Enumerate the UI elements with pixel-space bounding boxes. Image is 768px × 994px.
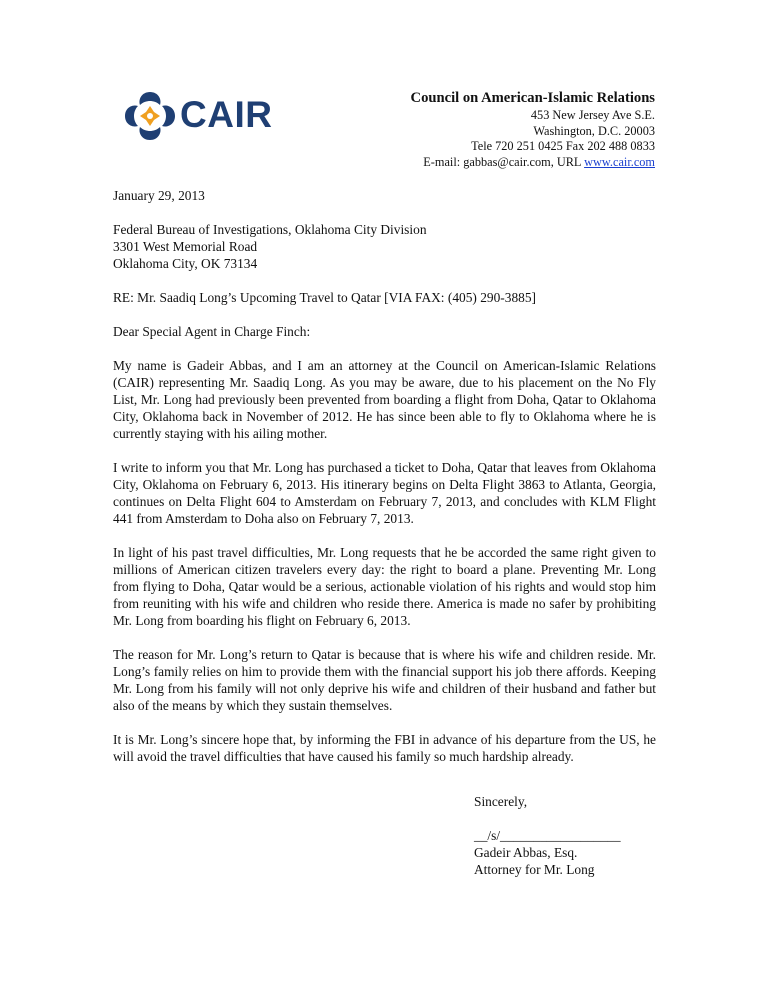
paragraph-1: My name is Gadeir Abbas, and I am an attorney at the Council on American-Islamic Relations (CAIR) representing Mr. Saadiq Long. As you may be aware, due to his placement on the No Fly List, Mr. Long had previously been prevented from boarding a flight from Doha, Qatar to Oklahoma City, Oklahoma back in November of 2012. He has since been able to fly to Oklahoma where he is currently staying with his ailing mother.: [113, 358, 656, 441]
address-line-2: Washington, D.C. 20003: [533, 123, 655, 138]
email-text: E-mail: gabbas@cair.com, URL: [423, 154, 581, 169]
signature-line: __/s/__________________: [474, 828, 621, 843]
recipient-line-2: 3301 West Memorial Road: [113, 239, 258, 254]
letter-body: [113, 187, 656, 765]
phone-fax-line: Tele 720 251 0425 Fax 202 488 0833: [471, 139, 655, 153]
signature-block: [474, 793, 674, 878]
recipient-line-3: Oklahoma City, OK 73134: [113, 256, 258, 271]
paragraph-5: It is Mr. Long’s sincere hope that, by informing the FBI in advance of his departure from the US, he will avoid the travel difficulties that have caused his family so much hardship already.: [113, 732, 656, 764]
paragraph-4: The reason for Mr. Long’s return to Qatar is because that is where his wife and children reside. Mr. Long’s family relies on him to provide them with the financial support his job there affords. Keeping Mr. Long from his family will not only deprive his wife and children of their husband and father but also of the means by which they sustain themselves.: [113, 647, 656, 713]
recipient-line-1: Federal Bureau of Investigations, Oklahoma City Division: [113, 222, 427, 237]
address-line-1: 453 New Jersey Ave S.E.: [530, 108, 655, 122]
letter-date: January 29, 2013: [113, 188, 205, 203]
organization-name: Council on American-Islamic Relations: [410, 90, 655, 106]
paragraph-3: In light of his past travel difficulties, Mr. Long requests that he be accorded the same right given to millions of American citizen travelers every day: the right to board a plane. Preventing Mr. Long from flying to Doha, Qatar would be a serious, actionable violation of his rights and would stop him from reuniting with his wife and children who reside there. America is made no safer by prohibiting Mr. Long from boarding his flight on February 6, 2013.: [113, 545, 656, 628]
logo-wordmark: CAIR: [180, 94, 273, 135]
cair-emblem-icon: [122, 90, 178, 142]
paragraph-2: I write to inform you that Mr. Long has purchased a ticket to Doha, Qatar that leaves from Oklahoma City, Oklahoma on February 6, 2013. His itinerary begins on Delta Flight 3863 to Atlanta, Georgia, continues on Delta Flight 604 to Amsterdam on February 7, 2013, and concludes with KLM Flight 441 from Amsterdam to Doha also on February 7, 2013.: [113, 460, 656, 526]
salutation: Dear Special Agent in Charge Finch:: [113, 324, 311, 339]
valediction: Sincerely,: [474, 794, 528, 809]
cair-logo: [122, 90, 282, 142]
signer-name: Gadeir Abbas, Esq.: [474, 845, 578, 860]
contact-line: [411, 155, 655, 171]
signer-title: Attorney for Mr. Long: [474, 862, 595, 877]
website-link[interactable]: www.cair.com: [584, 154, 655, 169]
re-line: RE: Mr. Saadiq Long’s Upcoming Travel to Qatar [VIA FAX: (405) 290-3885]: [113, 290, 537, 305]
letterhead: [411, 88, 655, 170]
